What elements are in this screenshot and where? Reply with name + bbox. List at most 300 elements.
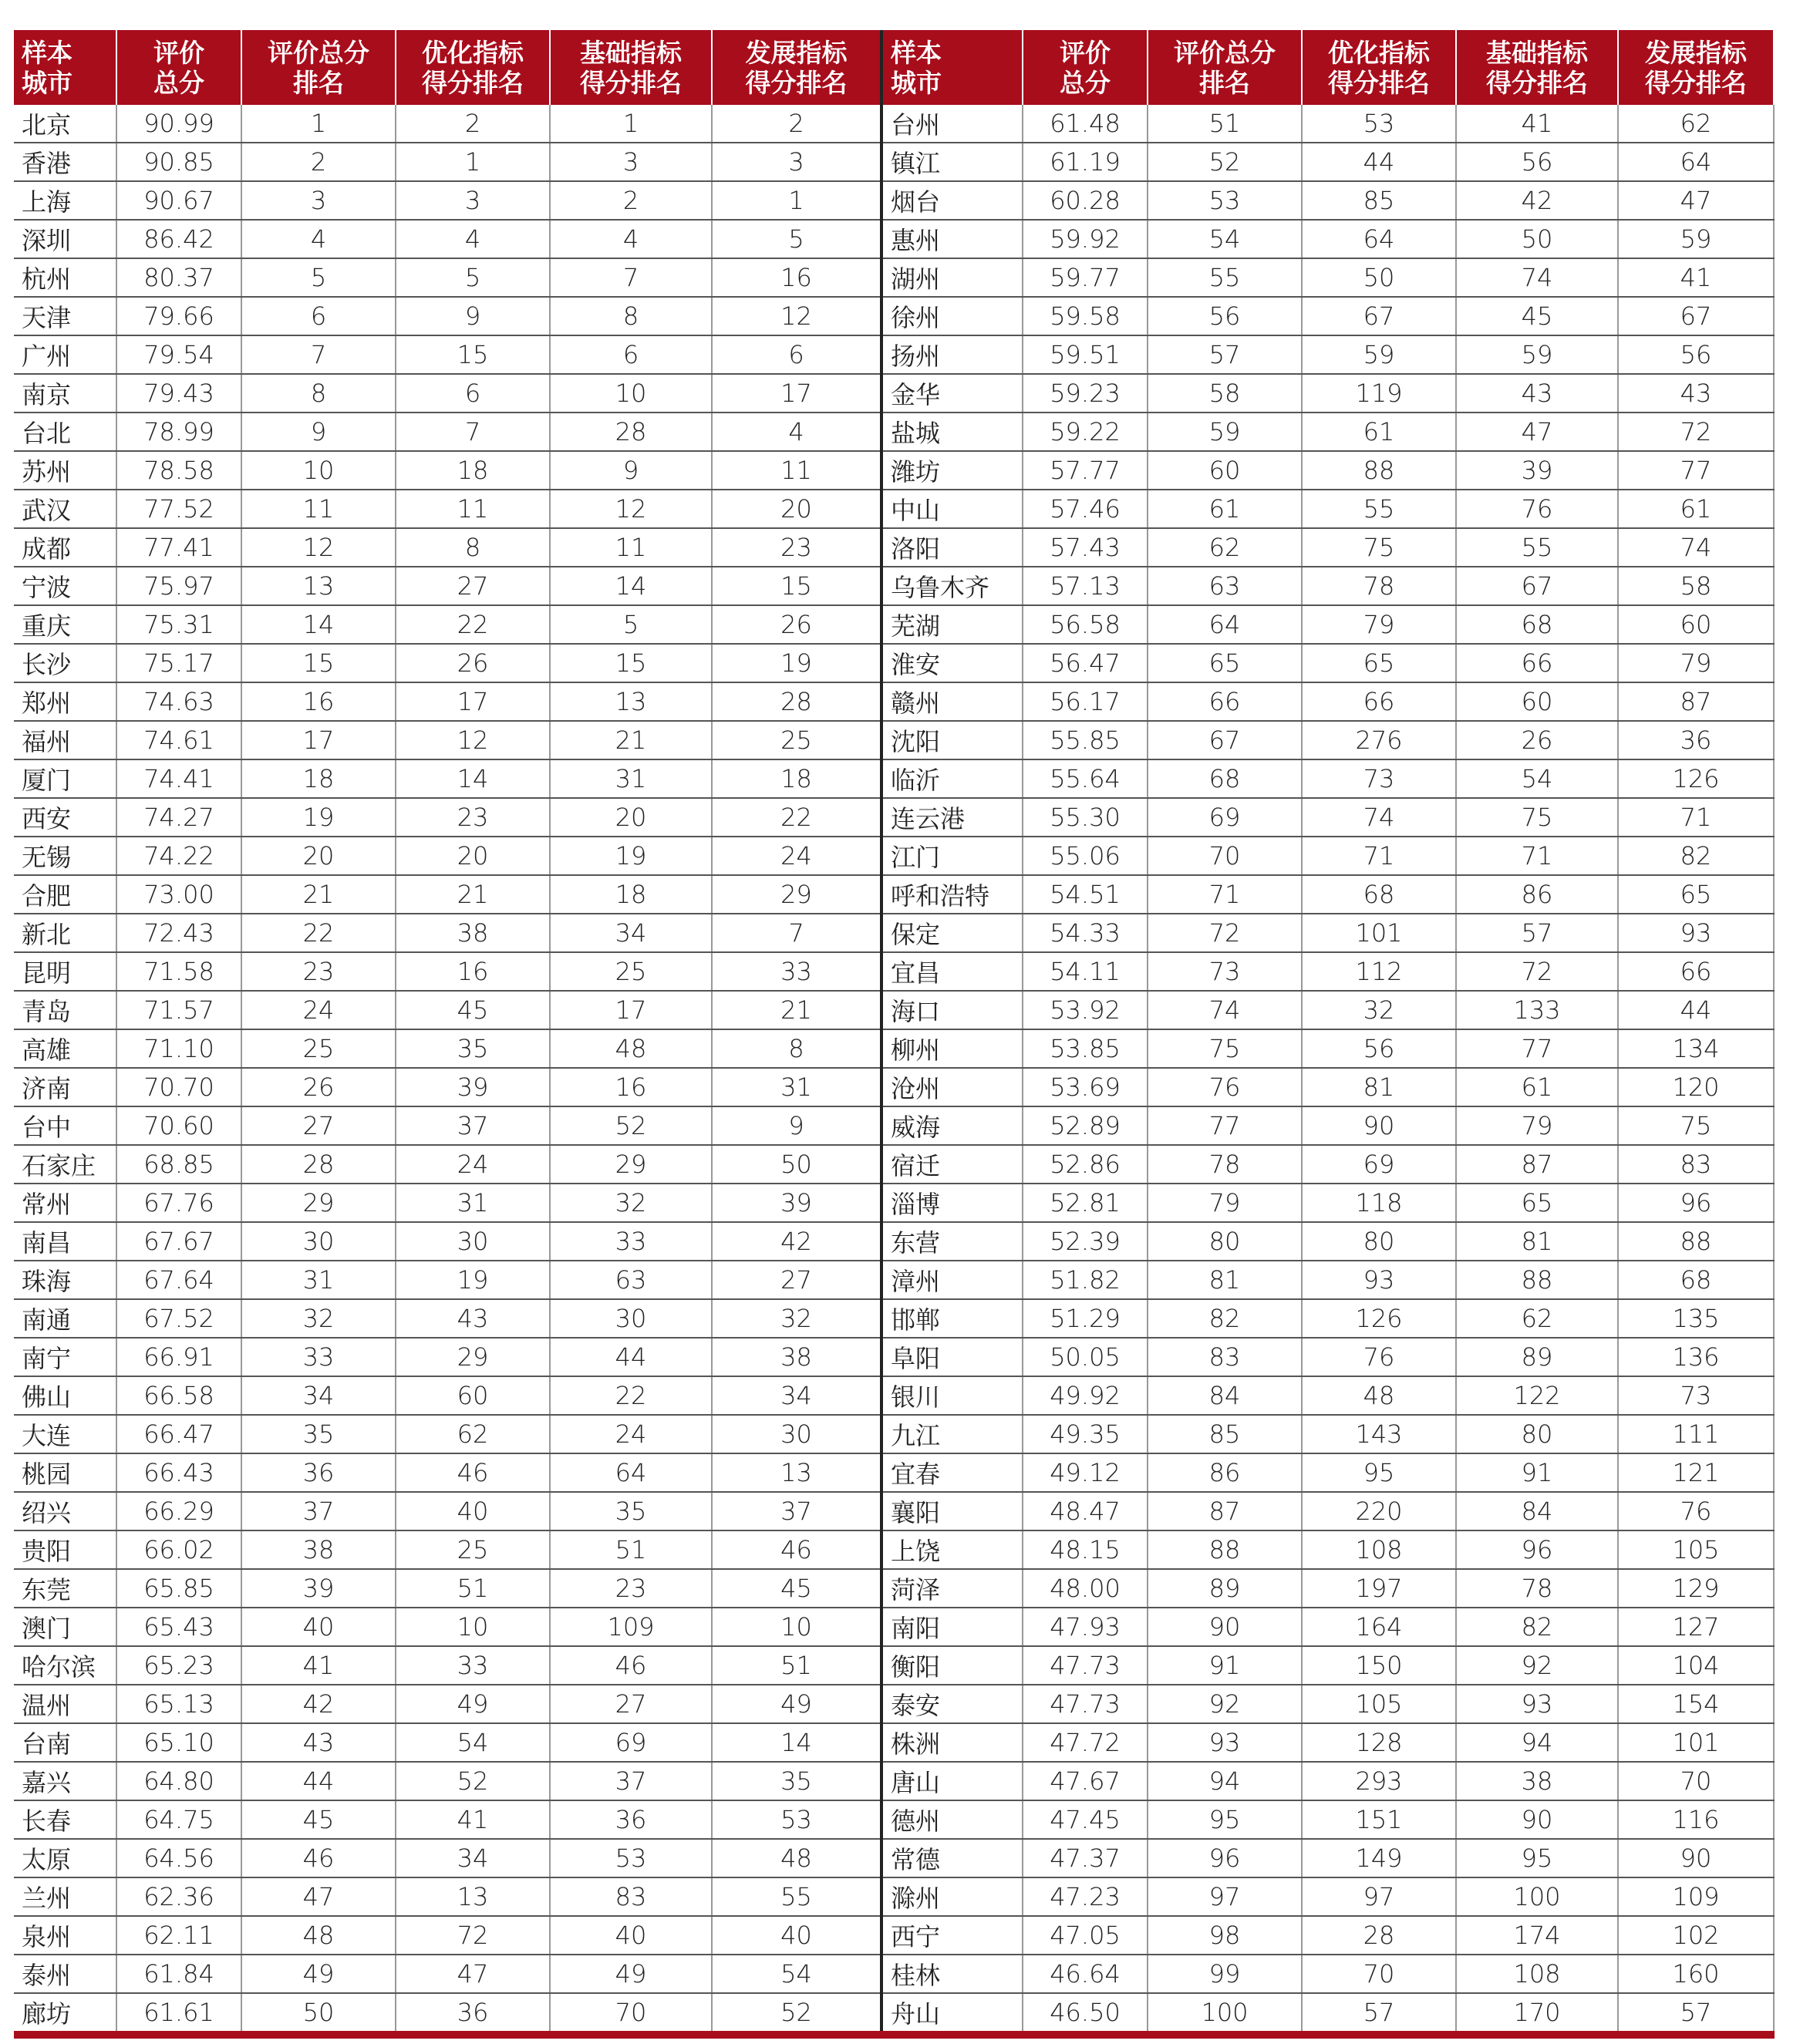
basic-rank-cell: 25 [550, 952, 712, 991]
city-cell: 长春 [14, 1800, 116, 1839]
header-line: 样本 [22, 37, 72, 68]
city-cell: 北京 [14, 105, 116, 143]
development-rank-cell: 75 [1618, 1106, 1774, 1145]
header-line: 基础指标 [580, 37, 682, 68]
basic-rank-cell: 26 [1456, 721, 1618, 759]
total-rank-cell: 27 [241, 1106, 396, 1145]
city-cell: 台南 [14, 1723, 116, 1762]
table-row [14, 798, 1774, 837]
total-rank-cell: 24 [241, 991, 396, 1029]
total-rank-cell: 74 [1148, 991, 1302, 1029]
optimization-rank-cell: 37 [396, 1106, 550, 1145]
total-score-cell: 54.33 [1023, 914, 1148, 952]
total-score-cell: 71.57 [116, 991, 241, 1029]
city-cell: 宜昌 [881, 952, 1023, 991]
development-rank-cell: 22 [712, 798, 881, 837]
optimization-rank-cell: 43 [396, 1299, 550, 1338]
total-score-cell: 57.43 [1023, 528, 1148, 567]
optimization-rank-cell: 97 [1302, 1877, 1456, 1916]
city-cell: 扬州 [881, 335, 1023, 374]
header-line: 总分 [1060, 67, 1111, 98]
city-cell: 重庆 [14, 605, 116, 644]
total-score-cell: 54.11 [1023, 952, 1148, 991]
optimization-rank-cell: 30 [396, 1222, 550, 1261]
basic-rank-cell: 65 [1456, 1184, 1618, 1222]
total-rank-header-left [241, 30, 396, 105]
total-rank-cell: 36 [241, 1453, 396, 1492]
total-rank-cell: 66 [1148, 682, 1302, 721]
optimization-rank-cell: 55 [1302, 490, 1456, 528]
total-rank-cell: 30 [241, 1222, 396, 1261]
development-rank-cell: 49 [712, 1685, 881, 1723]
development-rank-cell: 61 [1618, 490, 1774, 528]
development-rank-cell: 67 [1618, 297, 1774, 335]
total-rank-cell: 9 [241, 413, 396, 451]
city-cell: 泰州 [14, 1955, 116, 1993]
development-rank-cell: 135 [1618, 1299, 1774, 1338]
optimization-rank-cell: 35 [396, 1029, 550, 1068]
total-score-cell: 55.06 [1023, 837, 1148, 875]
total-score-cell: 47.72 [1023, 1723, 1148, 1762]
optimization-rank-cell: 68 [1302, 875, 1456, 914]
total-rank-cell: 82 [1148, 1299, 1302, 1338]
development-rank-cell: 116 [1618, 1800, 1774, 1839]
total-score-cell: 53.85 [1023, 1029, 1148, 1068]
city-ranking-table [14, 30, 1775, 2039]
basic-rank-cell: 91 [1456, 1453, 1618, 1492]
city-cell: 台北 [14, 413, 116, 451]
city-cell: 阜阳 [881, 1338, 1023, 1376]
table-row [14, 644, 1774, 682]
table-row [14, 335, 1774, 374]
total-score-cell: 51.82 [1023, 1261, 1148, 1299]
table-row [14, 374, 1774, 413]
basic-rank-cell: 38 [1456, 1762, 1618, 1800]
optimization-rank-cell: 126 [1302, 1299, 1456, 1338]
total-score-cell: 74.61 [116, 721, 241, 759]
total-rank-cell: 19 [241, 798, 396, 837]
total-score-cell: 59.23 [1023, 374, 1148, 413]
basic-rank-cell: 12 [550, 490, 712, 528]
total-rank-cell: 86 [1148, 1453, 1302, 1492]
basic-rank-cell: 21 [550, 721, 712, 759]
total-score-cell: 48.00 [1023, 1569, 1148, 1608]
total-score-cell: 75.17 [116, 644, 241, 682]
total-rank-cell: 11 [241, 490, 396, 528]
basic-rank-cell: 122 [1456, 1376, 1618, 1415]
city-cell: 呼和浩特 [881, 875, 1023, 914]
basic-rank-cell: 78 [1456, 1569, 1618, 1608]
optimization-rank-cell: 69 [1302, 1145, 1456, 1184]
sample-city-header-left [14, 30, 116, 105]
development-rank-cell: 56 [1618, 335, 1774, 374]
total-score-cell: 68.85 [116, 1145, 241, 1184]
table-row [14, 105, 1774, 143]
development-rank-cell: 27 [712, 1261, 881, 1299]
total-rank-cell: 3 [241, 181, 396, 220]
table-row [14, 143, 1774, 181]
total-rank-cell: 45 [241, 1800, 396, 1839]
total-rank-cell: 39 [241, 1569, 396, 1608]
header-line: 评价总分 [268, 37, 369, 68]
total-rank-cell: 87 [1148, 1492, 1302, 1530]
development-rank-cell: 74 [1618, 528, 1774, 567]
basic-rank-cell: 32 [550, 1184, 712, 1222]
optimization-rank-cell: 17 [396, 682, 550, 721]
development-rank-cell: 93 [1618, 914, 1774, 952]
total-score-cell: 47.93 [1023, 1608, 1148, 1646]
development-rank-cell: 41 [1618, 258, 1774, 297]
basic-rank-cell: 11 [550, 528, 712, 567]
total-score-cell: 67.67 [116, 1222, 241, 1261]
optimization-rank-cell: 8 [396, 528, 550, 567]
table-row [14, 991, 1774, 1029]
table-row [14, 220, 1774, 258]
total-score-cell: 90.67 [116, 181, 241, 220]
city-cell: 赣州 [881, 682, 1023, 721]
city-cell: 衡阳 [881, 1646, 1023, 1685]
city-cell: 石家庄 [14, 1145, 116, 1184]
development-rank-header-right [1618, 30, 1774, 105]
total-score-cell: 66.47 [116, 1415, 241, 1453]
optimization-rank-cell: 32 [1302, 991, 1456, 1029]
basic-rank-cell: 20 [550, 798, 712, 837]
total-rank-cell: 2 [241, 143, 396, 181]
basic-rank-cell: 62 [1456, 1299, 1618, 1338]
total-rank-cell: 12 [241, 528, 396, 567]
basic-rank-cell: 59 [1456, 335, 1618, 374]
total-score-cell: 78.99 [116, 413, 241, 451]
table-body [14, 105, 1774, 2035]
total-score-cell: 57.46 [1023, 490, 1148, 528]
total-score-cell: 79.66 [116, 297, 241, 335]
optimization-rank-cell: 72 [396, 1916, 550, 1955]
total-rank-cell: 43 [241, 1723, 396, 1762]
development-rank-header-left [712, 30, 881, 105]
total-rank-cell: 56 [1148, 297, 1302, 335]
total-score-cell: 74.27 [116, 798, 241, 837]
total-score-cell: 57.13 [1023, 567, 1148, 605]
city-cell: 连云港 [881, 798, 1023, 837]
optimization-rank-cell: 29 [396, 1338, 550, 1376]
city-cell: 长沙 [14, 644, 116, 682]
optimization-rank-cell: 7 [396, 413, 550, 451]
city-cell: 西安 [14, 798, 116, 837]
total-score-cell: 62.11 [116, 1916, 241, 1955]
basic-rank-cell: 56 [1456, 143, 1618, 181]
optimization-rank-cell: 71 [1302, 837, 1456, 875]
optimization-rank-cell: 56 [1302, 1029, 1456, 1068]
optimization-rank-cell: 13 [396, 1877, 550, 1916]
header-line: 得分排名 [422, 67, 524, 98]
optimization-rank-cell: 46 [396, 1453, 550, 1492]
development-rank-cell: 30 [712, 1415, 881, 1453]
total-score-cell: 70.60 [116, 1106, 241, 1145]
city-cell: 南阳 [881, 1608, 1023, 1646]
table-row [14, 297, 1774, 335]
optimization-rank-cell: 41 [396, 1800, 550, 1839]
total-rank-cell: 62 [1148, 528, 1302, 567]
city-cell: 常州 [14, 1184, 116, 1222]
basic-rank-cell: 72 [1456, 952, 1618, 991]
total-score-cell: 86.42 [116, 220, 241, 258]
optimization-rank-cell: 59 [1302, 335, 1456, 374]
header-line: 排名 [1199, 67, 1250, 98]
optimization-rank-cell: 12 [396, 721, 550, 759]
optimization-rank-cell: 80 [1302, 1222, 1456, 1261]
optimization-rank-cell: 197 [1302, 1569, 1456, 1608]
total-score-cell: 65.85 [116, 1569, 241, 1608]
total-rank-cell: 42 [241, 1685, 396, 1723]
table-row [14, 1184, 1774, 1222]
city-cell: 唐山 [881, 1762, 1023, 1800]
total-score-cell: 78.58 [116, 451, 241, 490]
total-rank-cell: 53 [1148, 181, 1302, 220]
header-line: 得分排名 [580, 67, 682, 98]
total-score-cell: 59.58 [1023, 297, 1148, 335]
total-score-cell: 61.61 [116, 1993, 241, 2035]
development-rank-cell: 111 [1618, 1415, 1774, 1453]
total-rank-cell: 51 [1148, 105, 1302, 143]
optimization-rank-cell: 26 [396, 644, 550, 682]
city-cell: 滁州 [881, 1877, 1023, 1916]
basic-rank-cell: 69 [550, 1723, 712, 1762]
basic-rank-cell: 67 [1456, 567, 1618, 605]
development-rank-cell: 17 [712, 374, 881, 413]
basic-rank-cell: 94 [1456, 1723, 1618, 1762]
city-cell: 襄阳 [881, 1492, 1023, 1530]
table-row [14, 1145, 1774, 1184]
basic-rank-cell: 44 [550, 1338, 712, 1376]
basic-rank-cell: 45 [1456, 297, 1618, 335]
header-line: 城市 [891, 67, 942, 98]
development-rank-cell: 79 [1618, 644, 1774, 682]
optimization-rank-cell: 33 [396, 1646, 550, 1685]
basic-rank-cell: 61 [1456, 1068, 1618, 1106]
total-rank-cell: 28 [241, 1145, 396, 1184]
basic-rank-cell: 74 [1456, 258, 1618, 297]
header-line: 总分 [153, 67, 204, 98]
basic-rank-cell: 79 [1456, 1106, 1618, 1145]
development-rank-cell: 90 [1618, 1839, 1774, 1877]
optimization-rank-cell: 88 [1302, 451, 1456, 490]
header-line: 基础指标 [1486, 37, 1588, 68]
total-rank-cell: 25 [241, 1029, 396, 1068]
optimization-rank-cell: 39 [396, 1068, 550, 1106]
table-row [14, 875, 1774, 914]
basic-rank-cell: 89 [1456, 1338, 1618, 1376]
table-row [14, 1338, 1774, 1376]
total-score-cell: 46.64 [1023, 1955, 1148, 1993]
development-rank-cell: 87 [1618, 682, 1774, 721]
optimization-rank-cell: 21 [396, 875, 550, 914]
city-cell: 无锡 [14, 837, 116, 875]
basic-rank-cell: 87 [1456, 1145, 1618, 1184]
total-score-cell: 75.97 [116, 567, 241, 605]
total-rank-cell: 47 [241, 1877, 396, 1916]
optimization-rank-cell: 119 [1302, 374, 1456, 413]
city-cell: 南宁 [14, 1338, 116, 1376]
city-cell: 福州 [14, 721, 116, 759]
development-rank-cell: 82 [1618, 837, 1774, 875]
optimization-rank-cell: 293 [1302, 1762, 1456, 1800]
total-score-header-left [116, 30, 241, 105]
header-line: 评价 [1060, 37, 1111, 68]
basic-rank-cell: 14 [550, 567, 712, 605]
development-rank-cell: 34 [712, 1376, 881, 1415]
city-cell: 郑州 [14, 682, 116, 721]
city-cell: 太原 [14, 1839, 116, 1877]
table-row [14, 1299, 1774, 1338]
basic-rank-cell: 109 [550, 1608, 712, 1646]
table-row [14, 721, 1774, 759]
basic-rank-cell: 80 [1456, 1415, 1618, 1453]
city-cell: 桃园 [14, 1453, 116, 1492]
city-cell: 温州 [14, 1685, 116, 1723]
basic-rank-cell: 40 [550, 1916, 712, 1955]
basic-rank-cell: 174 [1456, 1916, 1618, 1955]
development-rank-cell: 54 [712, 1955, 881, 1993]
total-rank-cell: 80 [1148, 1222, 1302, 1261]
total-rank-cell: 15 [241, 644, 396, 682]
city-cell: 深圳 [14, 220, 116, 258]
optimization-rank-cell: 62 [396, 1415, 550, 1453]
header-line: 得分排名 [1486, 67, 1588, 98]
city-cell: 镇江 [881, 143, 1023, 181]
total-rank-cell: 72 [1148, 914, 1302, 952]
total-rank-cell: 81 [1148, 1261, 1302, 1299]
city-cell: 中山 [881, 490, 1023, 528]
city-cell: 天津 [14, 297, 116, 335]
optimization-rank-cell: 20 [396, 837, 550, 875]
total-score-cell: 55.85 [1023, 721, 1148, 759]
total-score-cell: 62.36 [116, 1877, 241, 1916]
total-score-cell: 77.41 [116, 528, 241, 567]
basic-rank-cell: 27 [550, 1685, 712, 1723]
city-cell: 廊坊 [14, 1993, 116, 2035]
development-rank-cell: 39 [712, 1184, 881, 1222]
city-cell: 济南 [14, 1068, 116, 1106]
table-row [14, 1839, 1774, 1877]
optimization-rank-cell: 51 [396, 1569, 550, 1608]
development-rank-cell: 33 [712, 952, 881, 991]
city-cell: 上饶 [881, 1530, 1023, 1569]
development-rank-cell: 134 [1618, 1029, 1774, 1068]
basic-rank-cell: 71 [1456, 837, 1618, 875]
development-rank-cell: 31 [712, 1068, 881, 1106]
total-score-cell: 61.84 [116, 1955, 241, 1993]
total-score-cell: 48.47 [1023, 1492, 1148, 1530]
header-line: 优化指标 [1328, 37, 1430, 68]
development-rank-cell: 58 [1618, 567, 1774, 605]
table-row [14, 1492, 1774, 1530]
basic-rank-cell: 83 [550, 1877, 712, 1916]
city-cell: 贵阳 [14, 1530, 116, 1569]
total-rank-cell: 16 [241, 682, 396, 721]
optimization-rank-cell: 108 [1302, 1530, 1456, 1569]
total-rank-header-right [1148, 30, 1302, 105]
basic-rank-cell: 24 [550, 1415, 712, 1453]
header-line: 发展指标 [1645, 37, 1747, 68]
table-row [14, 1222, 1774, 1261]
development-rank-cell: 11 [712, 451, 881, 490]
basic-rank-cell: 50 [1456, 220, 1618, 258]
total-rank-cell: 4 [241, 220, 396, 258]
development-rank-cell: 160 [1618, 1955, 1774, 1993]
basic-rank-cell: 75 [1456, 798, 1618, 837]
city-cell: 泉州 [14, 1916, 116, 1955]
table-row [14, 759, 1774, 798]
total-rank-cell: 69 [1148, 798, 1302, 837]
total-rank-cell: 70 [1148, 837, 1302, 875]
total-score-cell: 59.51 [1023, 335, 1148, 374]
development-rank-cell: 96 [1618, 1184, 1774, 1222]
development-rank-cell: 8 [712, 1029, 881, 1068]
total-rank-cell: 52 [1148, 143, 1302, 181]
table-row [14, 1569, 1774, 1608]
total-score-cell: 90.99 [116, 105, 241, 143]
basic-rank-cell: 8 [550, 297, 712, 335]
development-rank-cell: 47 [1618, 181, 1774, 220]
development-rank-cell: 32 [712, 1299, 881, 1338]
header-line: 排名 [293, 67, 344, 98]
city-cell: 淄博 [881, 1184, 1023, 1222]
table-row [14, 1646, 1774, 1685]
basic-rank-cell: 5 [550, 605, 712, 644]
total-rank-cell: 35 [241, 1415, 396, 1453]
basic-rank-cell: 52 [550, 1106, 712, 1145]
basic-rank-cell: 88 [1456, 1261, 1618, 1299]
optimization-rank-cell: 118 [1302, 1184, 1456, 1222]
city-cell: 江门 [881, 837, 1023, 875]
table-row [14, 837, 1774, 875]
basic-rank-cell: 133 [1456, 991, 1618, 1029]
city-cell: 南京 [14, 374, 116, 413]
optimization-rank-cell: 70 [1302, 1955, 1456, 1993]
development-rank-cell: 70 [1618, 1762, 1774, 1800]
city-cell: 株洲 [881, 1723, 1023, 1762]
total-score-cell: 74.22 [116, 837, 241, 875]
development-rank-cell: 102 [1618, 1916, 1774, 1955]
optimization-rank-cell: 36 [396, 1993, 550, 2035]
total-rank-cell: 73 [1148, 952, 1302, 991]
header-line: 评价总分 [1174, 37, 1276, 68]
development-rank-cell: 45 [712, 1569, 881, 1608]
basic-rank-cell: 37 [550, 1762, 712, 1800]
optimization-rank-cell: 75 [1302, 528, 1456, 567]
development-rank-cell: 14 [712, 1723, 881, 1762]
basic-rank-cell: 48 [550, 1029, 712, 1068]
development-rank-cell: 59 [1618, 220, 1774, 258]
total-score-cell: 71.10 [116, 1029, 241, 1068]
total-rank-cell: 67 [1148, 721, 1302, 759]
total-score-cell: 73.00 [116, 875, 241, 914]
total-score-cell: 64.56 [116, 1839, 241, 1877]
city-cell: 邯郸 [881, 1299, 1023, 1338]
city-cell: 台中 [14, 1106, 116, 1145]
basic-rank-header-right [1456, 30, 1618, 105]
development-rank-cell: 65 [1618, 875, 1774, 914]
table-row [14, 1415, 1774, 1453]
basic-rank-cell: 43 [1456, 374, 1618, 413]
basic-rank-cell: 1 [550, 105, 712, 143]
city-cell: 成都 [14, 528, 116, 567]
development-rank-cell: 48 [712, 1839, 881, 1877]
basic-rank-cell: 42 [1456, 181, 1618, 220]
optimization-rank-cell: 47 [396, 1955, 550, 1993]
city-cell: 广州 [14, 335, 116, 374]
basic-rank-cell: 68 [1456, 605, 1618, 644]
